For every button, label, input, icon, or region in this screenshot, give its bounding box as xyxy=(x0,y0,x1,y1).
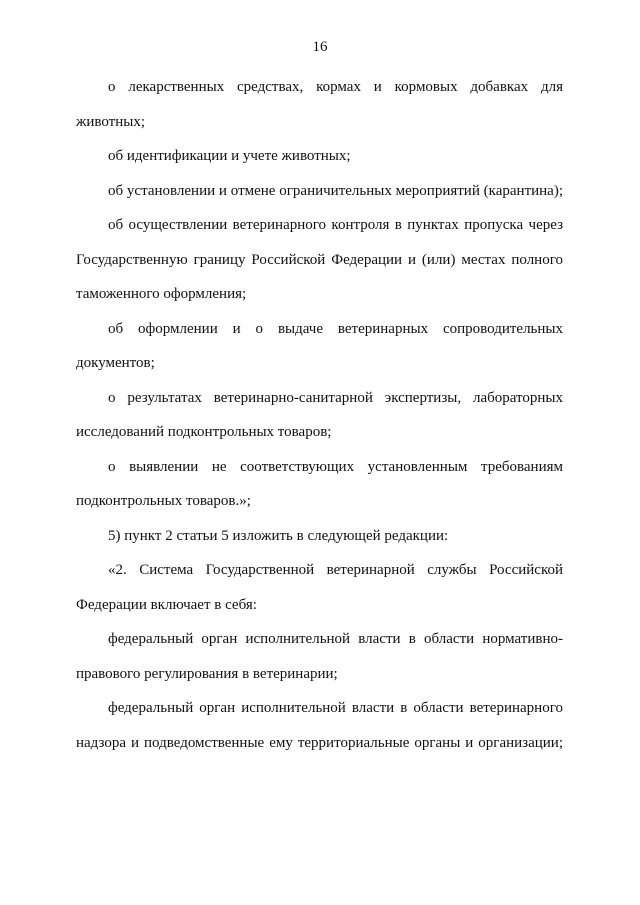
text-line: федеральный орган исполнительной власти в области нормативно- xyxy=(108,631,563,647)
text-line: об оформлении и о выдаче ветеринарных сопроводительных xyxy=(108,320,563,337)
text-line: об осуществлении ветеринарного контроля в пунктах пропуска через xyxy=(108,217,563,233)
text-line: исследований подконтрольных товаров; xyxy=(76,424,332,440)
text-line: о выявлении не соответствующих установленным требованиям xyxy=(108,458,563,475)
text-line: Федерации включает в себя: xyxy=(76,596,257,613)
text-line: надзора и подведомственные ему территориальные органы и организации; xyxy=(76,734,563,751)
text-line: об идентификации и учете животных; xyxy=(108,148,351,164)
text-line: правового регулирования в ветеринарии; xyxy=(76,665,338,682)
text-line: таможенного оформления; xyxy=(76,286,247,302)
text-line: о результатах ветеринарно-санитарной экспертизы, лабораторных xyxy=(108,389,563,406)
document-body xyxy=(76,75,563,765)
text-line: об установлении и отмене ограничительных мероприятий (карантина); xyxy=(108,182,563,199)
text-line: Государственную границу Российской Федерации и (или) местах полного xyxy=(76,251,563,268)
text-line: о лекарственных средствах, кормах и кормовых добавках для xyxy=(108,79,563,95)
page-number: 16 xyxy=(312,39,328,55)
text-line: «2. Система Государственной ветеринарной службы Российской xyxy=(108,562,563,578)
text-line: животных; xyxy=(76,113,146,130)
text-line: подконтрольных товаров.»; xyxy=(76,493,251,509)
text-line: федеральный орган исполнительной власти в области ветеринарного xyxy=(108,700,563,716)
text-line: документов; xyxy=(76,355,155,371)
text-line: 5) пункт 2 статьи 5 изложить в следующей редакции: xyxy=(108,527,449,544)
